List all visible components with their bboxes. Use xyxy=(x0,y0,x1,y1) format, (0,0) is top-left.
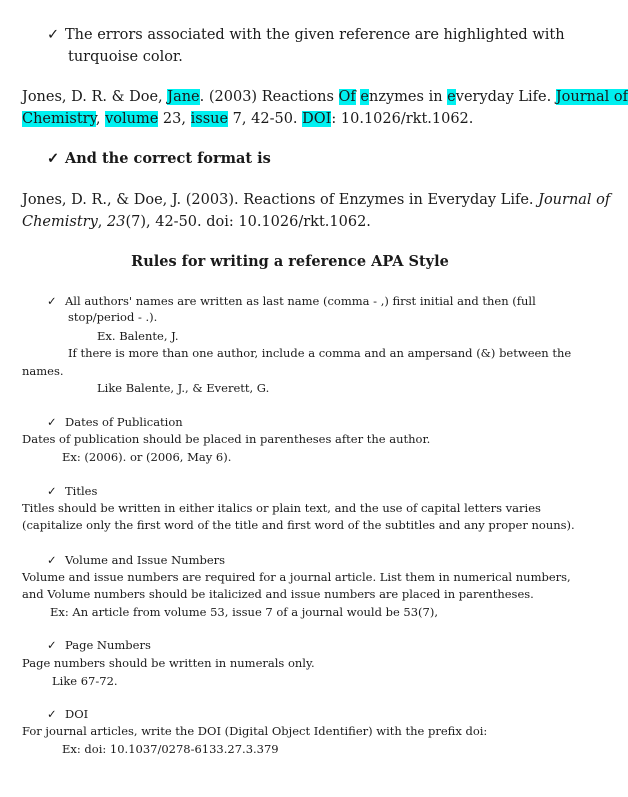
correct-ref-text: (7), 42-50. doi: 10.1026/rkt.1062. xyxy=(125,214,371,230)
error-highlight: e xyxy=(360,89,370,105)
rules-title: Rules for writing a reference APA Style xyxy=(131,253,449,270)
pages-heading xyxy=(47,637,151,653)
check-icon: ✓ xyxy=(47,707,57,721)
authors-heading-line-2: stop/period - .). xyxy=(68,310,158,324)
doi-text: For journal articles, write the DOI (Digital Object Identifier) with the prefix doi: xyxy=(22,724,488,738)
wrong-ref-text: Jones, D. R. & Doe, xyxy=(22,89,168,105)
wrong-ref-text: . (2003) Reactions xyxy=(199,89,339,105)
error-highlight: Jane xyxy=(167,89,200,105)
correct-format-heading xyxy=(47,148,271,170)
correct-ref-italic: Chemistry xyxy=(22,214,98,230)
volume-heading-text: Volume and Issue Numbers xyxy=(65,553,226,567)
check-icon: ✓ xyxy=(47,553,57,567)
intro-line-2: turquoise color. xyxy=(68,49,183,65)
doi-heading-text: DOI xyxy=(65,707,89,721)
check-icon: ✓ xyxy=(47,484,57,498)
authors-example: Ex. Balente, J. xyxy=(97,329,179,343)
volume-text-line-2: and Volume numbers should be italicized and issue numbers are placed in parentheses. xyxy=(22,587,534,601)
wrong-reference-line-1 xyxy=(22,86,628,108)
correct-reference-line-2 xyxy=(22,211,371,233)
volume-heading xyxy=(47,552,225,568)
dates-text: Dates of publication should be placed in parentheses after the author. xyxy=(22,432,431,446)
check-icon: ✓ xyxy=(47,638,57,652)
check-icon: ✓ xyxy=(47,27,60,43)
wrong-ref-text: 23, xyxy=(158,111,191,127)
check-icon: ✓ xyxy=(47,150,60,167)
titles-text-line-2: (capitalize only the first word of the title and first word of the subtitles and any proper nouns). xyxy=(22,518,575,532)
error-highlight: issue xyxy=(190,111,229,127)
authors-heading-text: All authors' names are written as last name (comma - ,) first initial and then (full xyxy=(65,294,536,308)
wrong-ref-text: , xyxy=(95,111,106,127)
correct-ref-text: , xyxy=(97,214,108,230)
correct-reference-line-1 xyxy=(22,189,610,211)
error-highlight: Journal of xyxy=(555,89,628,105)
authors-more-line-1: If there is more than one author, include a comma and an ampersand (&) between the xyxy=(68,346,572,360)
authors-more-line-2: names. xyxy=(22,364,64,378)
check-icon: ✓ xyxy=(47,415,57,429)
authors-like: Like Balente, J., & Everett, G. xyxy=(97,381,270,395)
pages-text: Page numbers should be written in numerals only. xyxy=(22,656,315,670)
volume-example: Ex: An article from volume 53, issue 7 of a journal would be 53(7), xyxy=(50,605,438,619)
intro-text-1: The errors associated with the given reference are highlighted with xyxy=(65,27,565,43)
error-highlight: volume xyxy=(105,111,159,127)
authors-heading-line-1 xyxy=(47,293,536,309)
pages-heading-text: Page Numbers xyxy=(65,638,151,652)
check-icon: ✓ xyxy=(47,294,57,308)
correct-ref-italic: 23 xyxy=(107,214,126,230)
wrong-ref-text: 7, 42-50. xyxy=(228,111,303,127)
intro-line-1 xyxy=(47,24,565,46)
correct-ref-text: Jones, D. R., & Doe, J. (2003). Reactions of Enzymes in Everyday Life. xyxy=(22,192,539,208)
dates-heading xyxy=(47,414,183,430)
error-highlight: Of xyxy=(338,89,356,105)
titles-text-line-1: Titles should be written in either italics or plain text, and the use of capital letters varies xyxy=(22,501,541,515)
correct-heading-text: And the correct format is xyxy=(65,150,271,167)
wrong-ref-text: nzymes in xyxy=(369,89,448,105)
dates-heading-text: Dates of Publication xyxy=(65,415,183,429)
correct-ref-italic: Journal of xyxy=(538,192,611,208)
wrong-reference-line-2 xyxy=(22,108,473,130)
wrong-ref-text: veryday Life. xyxy=(455,89,556,105)
doi-heading xyxy=(47,706,88,722)
error-highlight: DOI xyxy=(302,111,332,127)
error-highlight: Chemistry xyxy=(22,111,96,127)
error-highlight: e xyxy=(447,89,456,105)
volume-text-line-1: Volume and issue numbers are required for a journal article. List them in numerical numbers, xyxy=(22,570,571,584)
titles-heading xyxy=(47,483,97,499)
wrong-ref-text: : 10.1026/rkt.1062. xyxy=(331,111,474,127)
pages-like: Like 67-72. xyxy=(52,674,118,688)
doi-example: Ex: doi: 10.1037/0278-6133.27.3.379 xyxy=(62,742,279,756)
titles-heading-text: Titles xyxy=(65,484,98,498)
dates-example: Ex: (2006). or (2006, May 6). xyxy=(62,450,232,464)
